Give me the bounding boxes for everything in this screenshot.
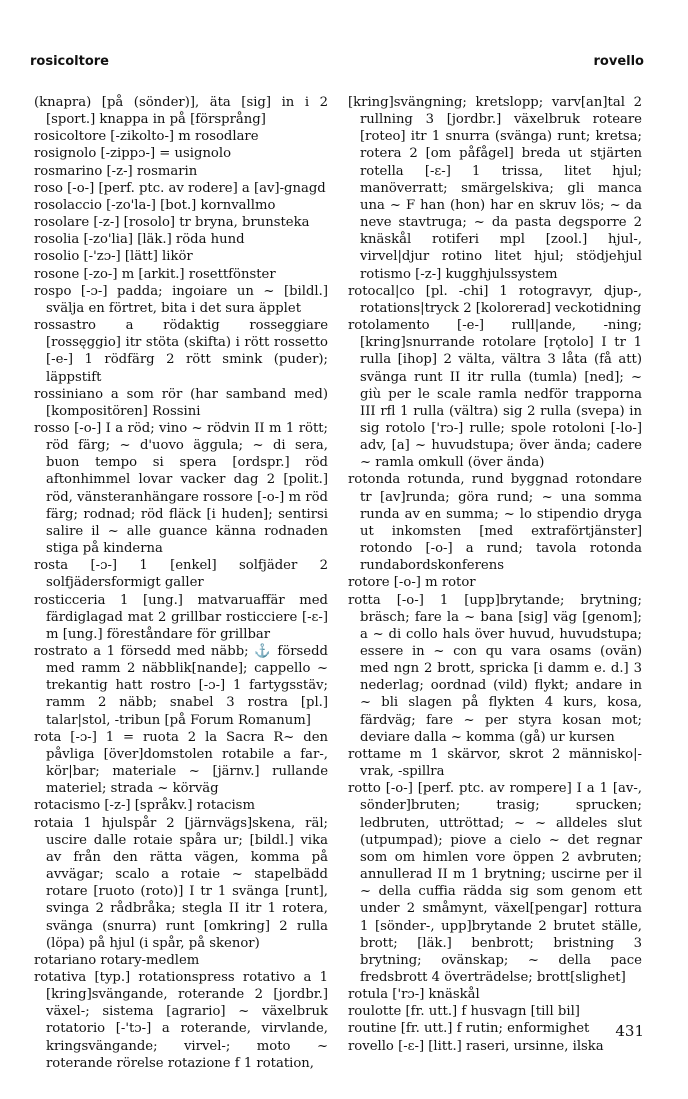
dictionary-entry: rotaia 1 hjulspår 2 [järnvägs]skena, räl; uscire dalle rotaie spåra ur; [bildl.] vika av från den rätta vägen, komma på avvägar; scalo a rotaie ~ stapelbädd rotare [ruoto (roto)] I tr 1 svänga [runt], svinga 2 rådbråka; stegla II itr 1 rotera, svänga (snurra) runt [omkring] 2 rulla (löpa) på hjul (i spår, på skenor) bbox=[34, 815, 328, 951]
left-guideword: rosicoltore bbox=[30, 54, 110, 69]
dictionary-entry: rossastro a rödaktig rosseggiare [rossęggio] itr stöta (skifta) i rött rossetto [-e-] 1 rödfärg 2 rött smink (puder); läppstift bbox=[34, 318, 328, 385]
dictionary-entry: rosta [-ɔ-] 1 [enkel] solfjäder 2 solfjädersformigt galler bbox=[34, 558, 328, 591]
page-header bbox=[30, 54, 644, 74]
dictionary-entry: roso [-o-] [perf. ptc. av rodere] a [av]-gnagd bbox=[34, 180, 326, 196]
dictionary-entry: rottame m 1 skärvor, skrot 2 människo|-vrak, -spillra bbox=[348, 746, 642, 780]
dictionary-entry: rotta [-o-] 1 [upp]brytande; brytning; bräsch; fare la ~ bana [sig] väg [genom]; a ~ di collo hals över huvud, huvudstupa; essere in ~ con qu vara osams (ovän) med ngn 2 brott, spricka [i damm e. d.] 3 nederlag; oordnad (vild) flykt; andare in ~ bli slagen på flykten 4 kurs, kosa, färdväg; fare ~ per styra kosan mot; deviare dalla ~ komma (gå) ur kursen bbox=[348, 592, 642, 745]
dictionary-entry: rotore [-o-] m rotor bbox=[348, 575, 476, 591]
right-column bbox=[348, 94, 642, 1054]
dictionary-entry: rosone [-zo-] m [arkit.] rosettfönster bbox=[34, 266, 276, 282]
left-column bbox=[34, 94, 328, 1071]
dictionary-entry: rosolio [-'zɔ-] [lätt] likör bbox=[34, 249, 193, 265]
dictionary-entry: roulotte [fr. utt.] f husvagn [till bil] bbox=[348, 1004, 580, 1020]
dictionary-entry: rota [-ɔ-] 1 = ruota 2 la Sacra R~ den påvliga [över]domstolen rotabile a far-, kör|bar; materiale ~ [järnv.] rullande materiel; strada ~ körväg bbox=[34, 729, 328, 797]
dictionary-entry: rovello [-ɛ-] [litt.] raseri, ursinne, ilska bbox=[348, 1038, 604, 1054]
dictionary-entry: rosignolo [-zippɔ-] = usignolo bbox=[34, 146, 232, 162]
dictionary-entry: rosmarino [-z-] rosmarin bbox=[34, 163, 198, 179]
dictionary-entry: [kring]svängning; kretslopp; varv[an]tal 2 rullning 3 [jordbr.] växelbruk roteare [roteo] itr 1 snurra (svänga) runt; kretsa; rotera 2 [om påfågel] breda ut stjärten rotella [-ɛ-] 1 trissa, litet hjul; manöverratt; smärgelskiva; gli manca una ~ F han (hon) har en skruv lös; ~ da neve stavtruga; ~ da pasta degsporre 2 knäskål rotiferi mpl [zool.] hjul-, virvel|djur rotino litet hjul; stödjehjul rotismo [-z-] kugghjulssystem bbox=[348, 95, 642, 282]
dictionary-entry: rosso [-o-] I a röd; vino ~ rödvin II m 1 rött; röd färg; ~ d'uovo äggula; ~ di sera, buon tempo si spera [ordspr.] röd aftonhimmel lovar vacker dag 2 [polit.] röd, vänsteranhängare rossore [-o-] m röd färg; rodnad; röd fläck [i huden]; sentirsi salire il ~ alle guance känna rodnaden stiga på kinderna bbox=[34, 420, 328, 557]
dictionary-entry: rospo [-ɔ-] padda; ingoiare un ~ [bildl.] svälja en förtret, bita i det sura äpplet bbox=[34, 283, 328, 316]
dictionary-entry: (knapra) [på (sönder)], äta [sig] in i 2 [sport.] knappa in på [försprång] bbox=[34, 95, 328, 128]
dictionary-entry: rosolaccio [-zo'la-] [bot.] kornvallmo bbox=[34, 197, 276, 213]
dictionary-entry: rotonda rotunda, rund byggnad rotondare tr [av]runda; göra rund; ~ una somma runda av en summa; ~ lo stipendio dryga ut inkomsten [med extraförtjänster] rotondo [-o-] a rund; tavola rotonda rundabordskonferens bbox=[348, 472, 642, 574]
dictionary-entry: rotariano rotary-medlem bbox=[34, 952, 200, 968]
dictionary-entry: rotacismo [-z-] [språkv.] rotacism bbox=[34, 798, 255, 814]
dictionary-entry: rotula ['rɔ-] knäskål bbox=[348, 987, 480, 1003]
dictionary-entry: rotolamento [-e-] rull|ande, -ning; [kring]snurrande rotolare [rǫtolo] I tr 1 rulla [ihop] 2 välta, vältra 3 låta (få att) svänga runt II itr rulla (tumla) [ned]; ~ giù per le scale ramla nedför trapporna III rfl 1 rulla (vältra) sig 2 rulla (svepa) in sig rotolo ['rɔ-] rulle; spole rotoloni [-lo-] adv, [a] ~ huvudstupa; över ända; cadere ~ ramla omkull (över ända) bbox=[348, 318, 642, 471]
right-guideword: rovello bbox=[593, 54, 644, 69]
dictionary-entry: rosolia [-zo'lia] [läk.] röda hund bbox=[34, 232, 245, 248]
dictionary-entry: rotativa [typ.] rotationspress rotativo a 1 [kring]svängande, roterande 2 [jordbr.] växel-; sistema [agrario] ~ växelbruk rotatorio [-'tɔ-] a roterande, virvlande, kringsvängande; virvel-; moto ~ roterande rörelse rotazione f 1 rotation, bbox=[34, 969, 328, 1071]
dictionary-entry: rostrato a 1 försedd med näbb; ⚓ försedd med ramm 2 näbblik[nande]; cappello ~ trekantig hatt rostro [-ɔ-] 1 fartygsstäv; ramm 2 näbb; snabel 3 rostra [pl.] talar|stol, -tribun [på Forum Romanum] bbox=[34, 644, 328, 728]
dictionary-entry: rossiniano a som rör (har samband med) [kompositören] Rossini bbox=[34, 386, 328, 419]
dictionary-entry: routine [fr. utt.] f rutin; enformighet bbox=[348, 1021, 590, 1037]
dictionary-entry: rosolare [-z-] [rosolo] tr bryna, brunsteka bbox=[34, 215, 310, 231]
dictionary-entry: rosticceria 1 [ung.] matvaruaffär med färdiglagad mat 2 grillbar rosticciere [-ɛ-] m [ung.] föreståndare för grillbar bbox=[34, 592, 328, 642]
dictionary-entry: rotto [-o-] [perf. ptc. av rompere] I a 1 [av-, sönder]bruten; trasig; sprucken; ledbruten, uttröttad; ~ ~ alldeles slut (utpumpad); piove a cielo ~ det regnar som om himlen vore öppen 2 avbruten; annullerad II m 1 brytning; uscirne per il ~ della cuffia rädda sig som genom ett under 2 småmynt, växel[pengar] rottura 1 [sönder-, upp]brytande 2 brutet ställe, brott; [läk.] benbrott; bristning 3 brytning; ovänskap; ~ della pace fredsbrott 4 överträdelse; brott[slighet] bbox=[348, 781, 642, 985]
page-number: 431 bbox=[615, 1022, 644, 1040]
dictionary-columns bbox=[34, 94, 642, 1071]
dictionary-entry: rotocal|co [pl. -chi] 1 rotogravyr, djup-, rotations|tryck 2 [kolorerad] veckotidning bbox=[348, 283, 642, 316]
dictionary-entry: rosicoltore [-zikolto-] m rosodlare bbox=[34, 129, 259, 145]
